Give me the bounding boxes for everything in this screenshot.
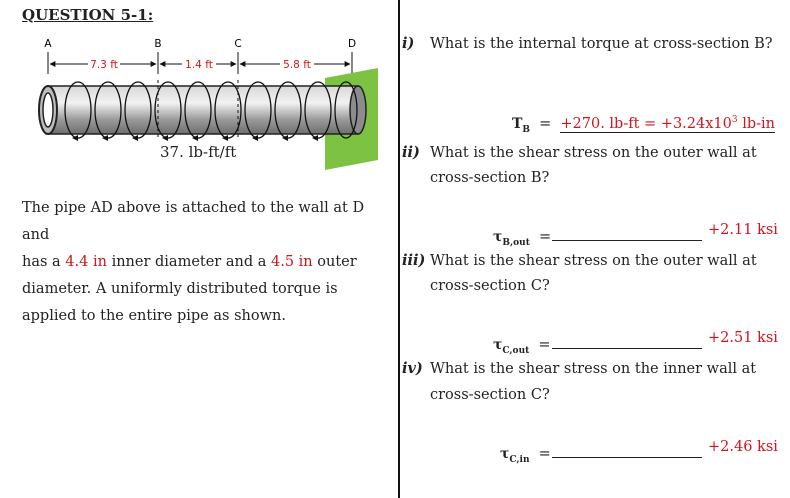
tau-b-out-equals: = (538, 229, 552, 245)
problem-line-2a: has a (22, 254, 61, 270)
problem-line-4: applied to the entire pipe as shown. (22, 308, 286, 324)
problem-line-3: diameter. A uniformly distributed torque is (22, 281, 338, 297)
problem-line-2 (22, 249, 387, 276)
dim-label-bc: 1.4 ft (185, 59, 213, 71)
tau-c-out-equals: = (538, 337, 551, 353)
tb-symbol: $T_B$ (512, 116, 531, 135)
part-i-number: i) (402, 35, 415, 52)
inner-diameter-value: 4.4 in (65, 254, 107, 270)
tau-c-out-symbol: $\tau_{C,out}$ (493, 337, 530, 356)
part-iii-text: What is the shear stress on the outer wall at (430, 253, 757, 269)
dim-label-cd: 5.8 ft (283, 59, 311, 71)
answer-tb (512, 113, 775, 135)
tau-b-out-symbol: $\tau_{B,out}$ (493, 229, 530, 248)
tau-c-out-value: +2.51 ksi (708, 330, 778, 346)
answer-tau-b-out (493, 226, 551, 248)
tau-c-out-line (552, 348, 702, 349)
part-iv-text-2: cross-section C? (430, 387, 550, 403)
distributed-torque-label: 37. lb-ft/ft (160, 143, 237, 161)
pipe-bore (43, 93, 53, 127)
tau-c-in-value: +2.46 ksi (708, 439, 778, 455)
part-ii-text-2: cross-section B? (430, 170, 550, 186)
point-label-d: D (347, 38, 357, 50)
part-iii-question (402, 252, 757, 269)
part-ii-text: What is the shear stress on the outer wall at (430, 145, 757, 161)
part-iv-number: iv) (402, 360, 423, 377)
part-iv-text: What is the shear stress on the inner wall at (430, 361, 757, 377)
part-iii-text-2: cross-section C? (430, 278, 550, 294)
dim-label-ab: 7.3 ft (90, 59, 118, 71)
tb-equals: = (539, 116, 552, 132)
part-iv-question (402, 360, 756, 377)
pipe-end-d (350, 86, 366, 134)
answer-tau-c-in (500, 443, 551, 465)
part-ii-question (402, 144, 757, 161)
tau-c-in-line (552, 457, 702, 458)
question-title: QUESTION 5-1: (22, 6, 154, 24)
problem-line-2b: inner diameter and a (111, 254, 267, 270)
point-label-a: A (44, 38, 52, 50)
part-iii-number: iii) (402, 252, 426, 269)
point-label-c: C (234, 38, 242, 50)
problem-statement (22, 195, 387, 330)
tau-b-out-value: +2.11 ksi (708, 222, 778, 238)
problem-line-1: The pipe AD above is attached to the wall at D and (22, 200, 365, 243)
tau-c-in-equals: = (538, 446, 551, 462)
part-ii-number: ii) (402, 144, 420, 161)
part-i-question (402, 35, 773, 52)
column-divider (398, 0, 400, 498)
tau-c-in-symbol: $\tau_{C,in}$ (500, 446, 530, 465)
part-i-text: What is the internal torque at cross-section B? (430, 36, 773, 52)
tb-answer-value: +270. $lb-ft = +3.24x10^3$ lb-in (560, 115, 776, 132)
outer-diameter-value: 4.5 in (270, 254, 313, 270)
point-label-b: B (154, 38, 162, 50)
problem-line-2c: outer (317, 254, 357, 270)
answer-tau-c-out (493, 334, 551, 356)
tau-b-out-line (552, 240, 702, 241)
